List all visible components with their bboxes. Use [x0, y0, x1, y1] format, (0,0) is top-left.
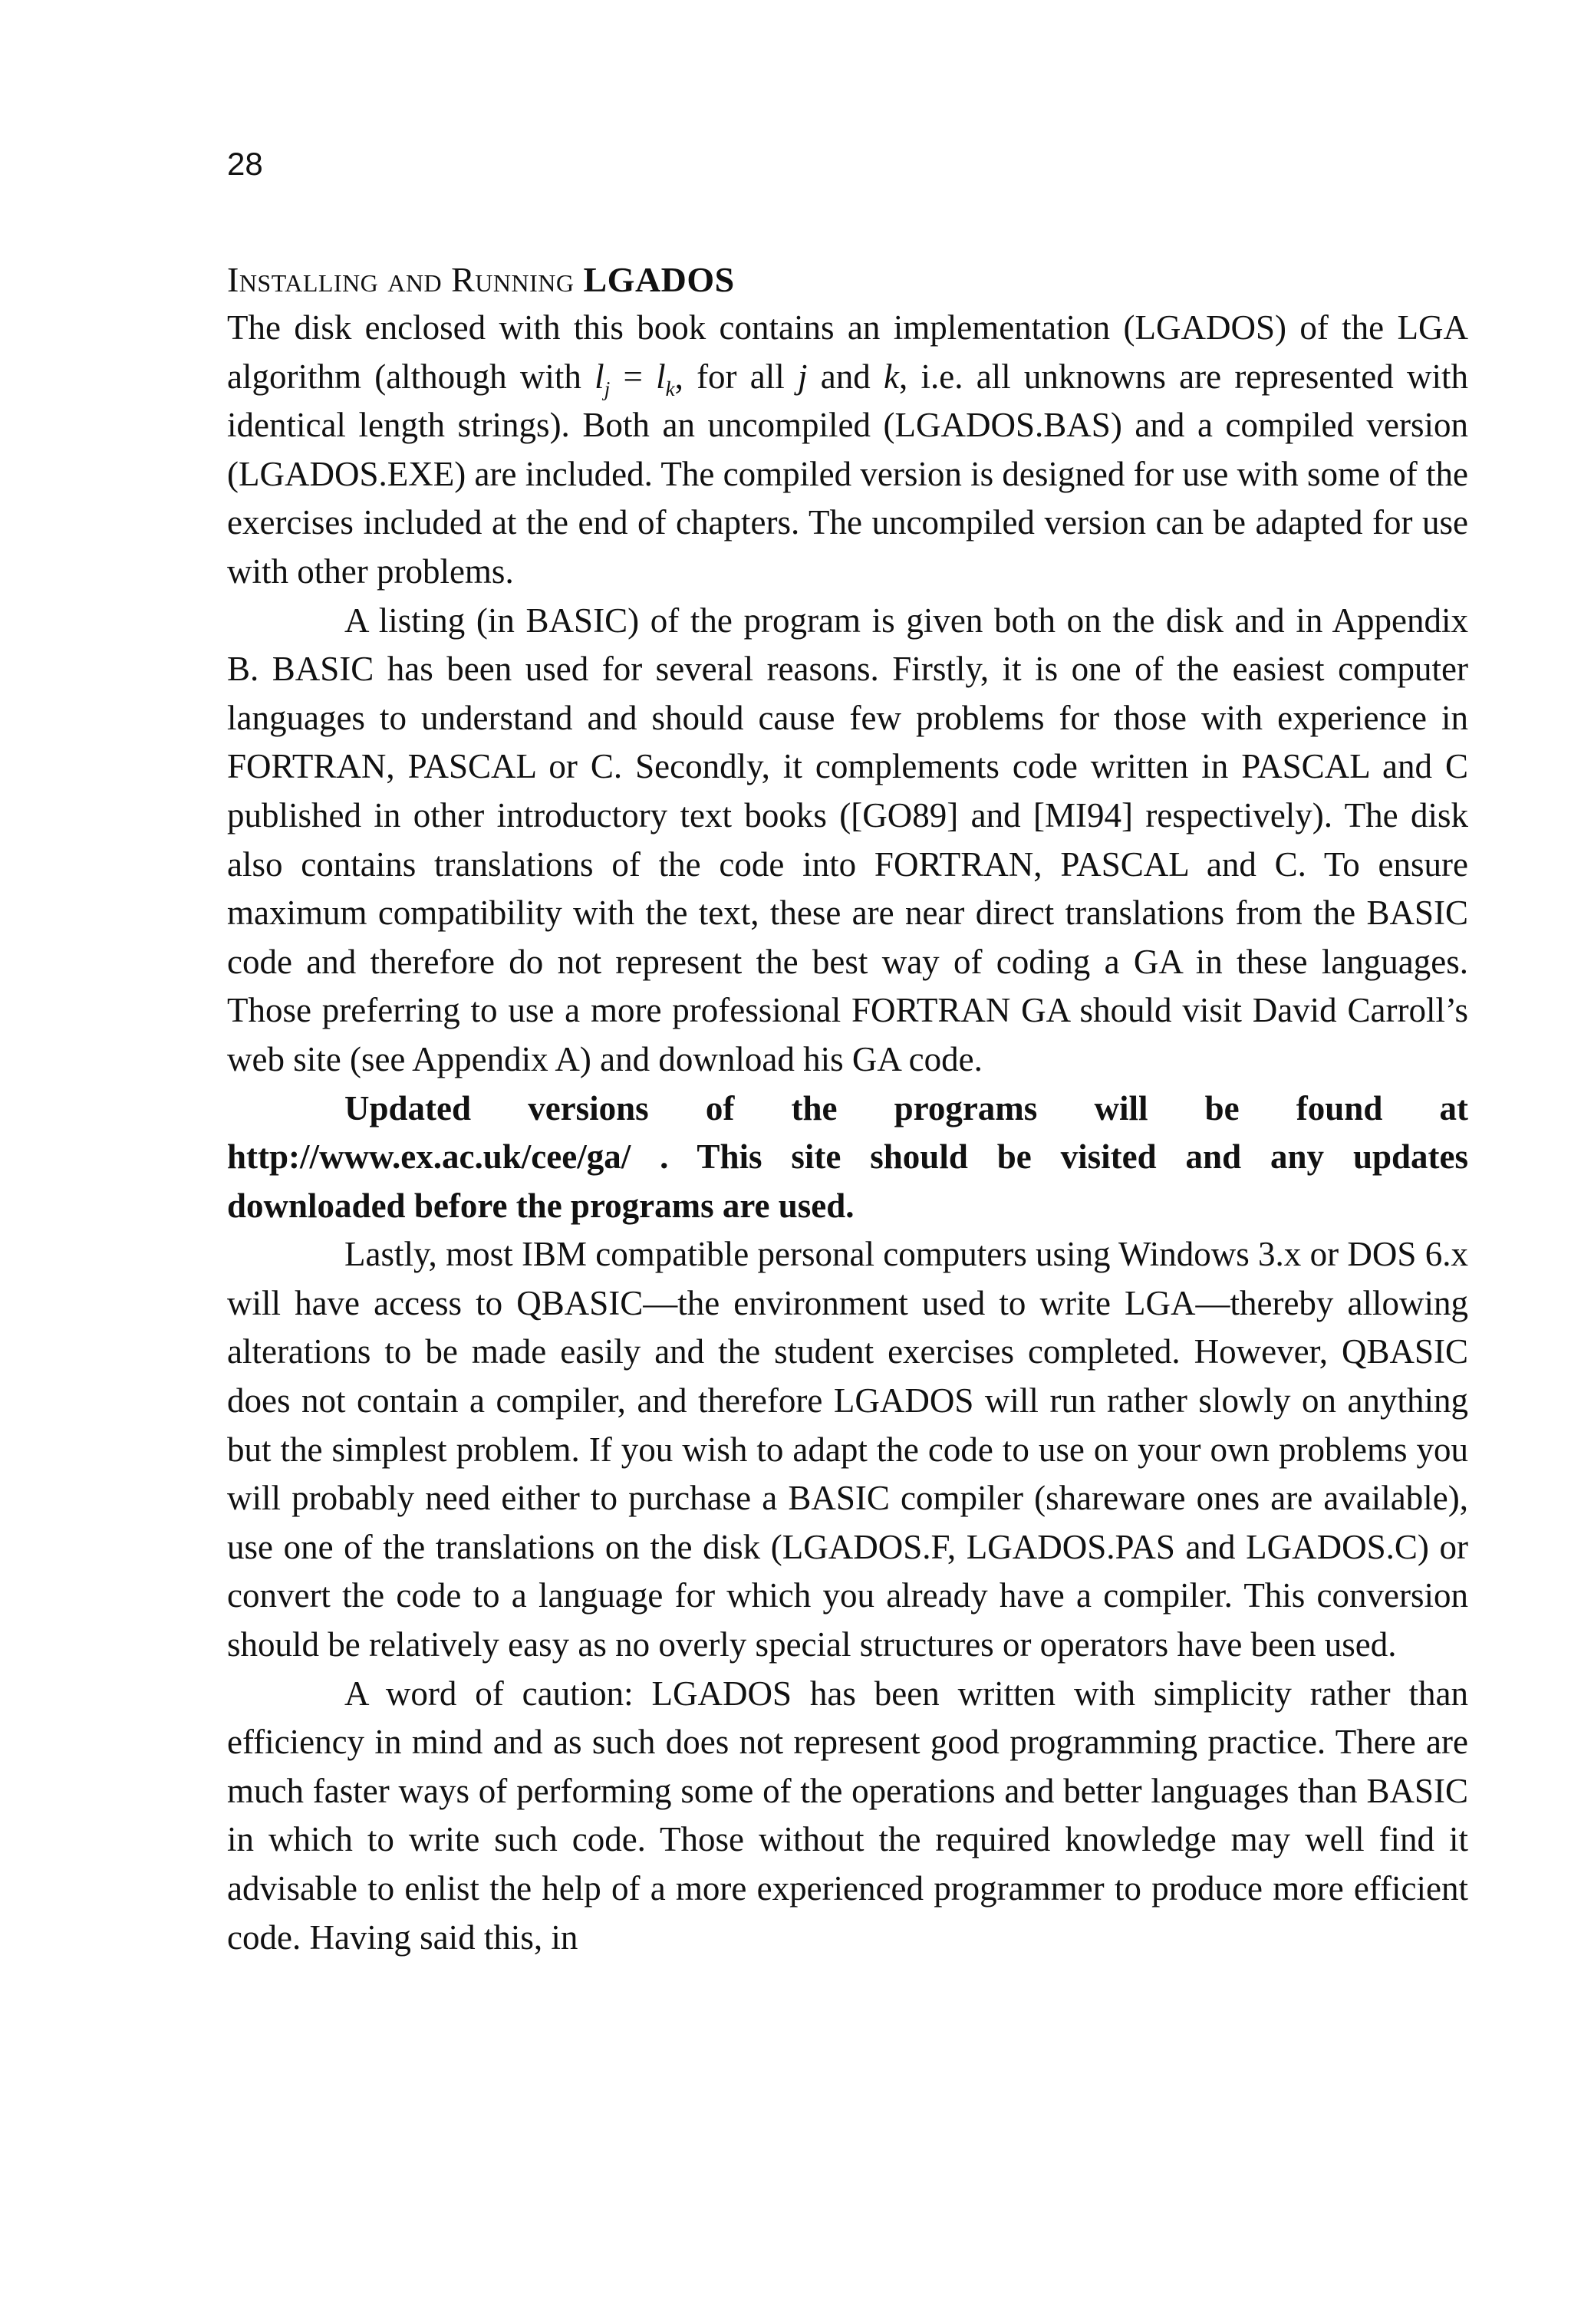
intro-text-a: The disk enclosed with this book contains an implementation (LGADOS) of the LGA algorithm (although with: [227, 308, 1468, 396]
intro-text-d: , i.e. all unknowns are represented with identical length strings). Both an uncompiled (LGADOS.BAS) and a compiled version (LGADOS.EXE) are included. The compiled version is designed for use with some of the exercises included at the end of chapters. The uncompiled version can be adapted for use with other problems.: [227, 357, 1468, 591]
var-l-j: $l_j$: [594, 357, 611, 400]
page-number: 28: [227, 146, 263, 182]
var-l-k: $l_k$: [656, 357, 675, 400]
paragraph-updates: Updated versions of the programs will be found at http://www.ex.ac.uk/cee/ga/ . This site should be visited and any updates downloaded before the programs are used.: [227, 1088, 1468, 1225]
paragraph-caution: A word of caution: LGADOS has been written with simplicity rather than efficiency in mind and as such does not represent good programming practice. There are much faster ways of performing some of the operations and better languages than BASIC in which to write such code. Those without the required knowledge may well find it advisable to enlist the help of a more experienced programmer to produce more efficient code. Having said this, in: [227, 1674, 1468, 1957]
paragraph-qbasic: Lastly, most IBM compatible personal computers using Windows 3.x or DOS 6.x will have access to QBASIC—the environment used to write LGA—thereby allowing alterations to be made easily and the student exercises completed. However, QBASIC does not contain a compiler, and therefore LGADOS will run rather slowly on anything but the simplest problem. If you wish to adapt the code to use on your own problems you will probably need either to purchase a BASIC compiler (shareware ones are available), use one of the translations on the disk (LGADOS.F, LGADOS.PAS and LGADOS.C) or convert the code to a language for which you already have a compiler. This conversion should be relatively easy as no overly special structures or operators have been used.: [227, 1235, 1468, 1664]
section-heading-program: LGADOS: [583, 260, 735, 299]
var-k: k: [884, 357, 899, 396]
intro-text-c: and: [807, 357, 884, 396]
intro-eq: =: [610, 357, 657, 396]
paragraph-listing: A listing (in BASIC) of the program is given both on the disk and in Appendix B. BASIC has been used for several reasons. Firstly, it is one of the easiest computer languages to understand and should cause few problems for those with experience in FORTRAN, PASCAL or C. Secondly, it complements code written in PASCAL and C published in other introductory text books ([GO89] and [MI94] respectively). The disk also contains translations of the code into FORTRAN, PASCAL and C. To ensure maximum compatibility with the text, these are near direct translations from the BASIC code and therefore do not represent the best way of coding a GA in these languages. Those preferring to use a more professional FORTRAN GA should visit David Carroll’s web site (see Appendix A) and download his GA code.: [227, 601, 1468, 1078]
section-heading-text: Installing and Running: [227, 260, 575, 299]
book-page: [227, 146, 1468, 1962]
intro-text-b: , for all: [674, 357, 799, 396]
var-j: j: [798, 357, 808, 396]
paragraph-intro: [227, 304, 1468, 597]
section-heading: [227, 256, 1468, 304]
